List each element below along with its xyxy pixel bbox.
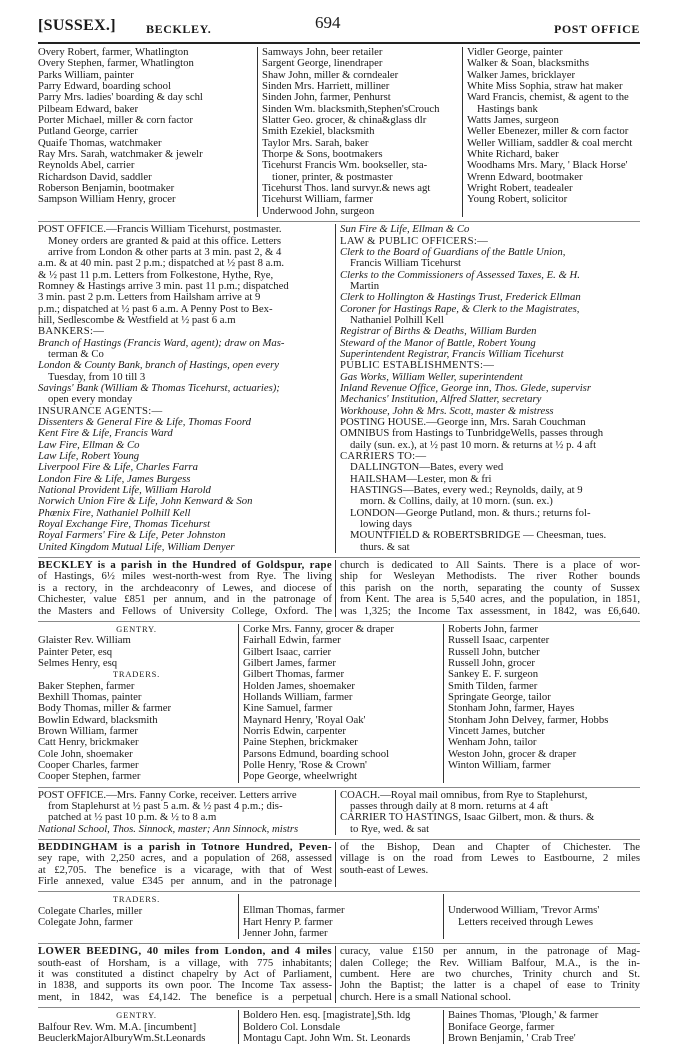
paragraph-line: in 1838, and supports its own poor. The Income Tax assess- xyxy=(38,979,332,992)
list-item: Wenham John, tailor xyxy=(448,736,537,749)
beckley-column-1 xyxy=(38,624,238,783)
carrier-text: to Rye, wed. & sat xyxy=(350,822,430,835)
beddingham-column-2 xyxy=(238,894,443,939)
list-item: Catt Henry, brickmaker xyxy=(38,736,139,749)
list-item: Underwood William, 'Trevor Arms' xyxy=(448,904,600,917)
paragraph-line: Chichester, value £851 per annum, and in the patronage of xyxy=(38,593,332,606)
list-item: BeuclerkMajorAlburyWm.St.Leonards xyxy=(38,1031,206,1044)
list-item: Painter Peter, esq xyxy=(38,645,113,658)
list-item: Nathaniel Polhill Kell xyxy=(350,313,444,326)
county-heading: [SUSSEX.] xyxy=(38,17,116,34)
list-item: Colegate Charles, miller xyxy=(38,904,143,917)
lower-beeding-text-left xyxy=(38,946,335,1003)
list-item: Boldero Col. Lonsdale xyxy=(243,1020,341,1033)
list-item: Underwood John, surgeon xyxy=(262,204,375,217)
page-header xyxy=(38,12,640,44)
list-item: Montagu Capt. John Wm. St. Leonards xyxy=(243,1031,411,1044)
post-office-text: a.m. & at 40 min. past 2 p.m.; dispatched at ½ past 8 a.m. xyxy=(38,257,285,270)
list-item: White Richard, baker xyxy=(467,148,559,161)
list-item: Bowlin Edward, blacksmith xyxy=(38,713,158,726)
list-item: Kent Fire & Life, Francis Ward xyxy=(38,427,173,440)
paragraph-line: church is dedicated to All Saints. There is a place of wor- xyxy=(340,559,640,572)
list-item: Hollands William, farmer xyxy=(243,690,353,703)
paragraph-line: ship for Wesleyan Methodists. The river Rother bounds xyxy=(340,570,640,583)
list-item: Young Robert, solicitor xyxy=(467,193,568,206)
list-item: Coroner for Hastings Rape, & Clerk to the Magistrates, xyxy=(340,302,580,315)
list-item: Inland Revenue Office, George inn, Thos. Glede, supervisr xyxy=(340,381,591,394)
list-item: Sampson William Henry, grocer xyxy=(38,193,176,206)
list-item: Parry Edward, boarding school xyxy=(38,80,171,93)
bankers-heading: BANKERS:— xyxy=(38,325,105,338)
paragraph-line: of the Bishop, Dean and Chapter of Chichester. The xyxy=(340,841,640,854)
list-item: Slatter Geo. grocer, & china&glass dlr xyxy=(262,114,427,127)
paragraph-line: the Masters and Fellows of University College, Oxford. The xyxy=(38,604,332,617)
lower-beeding-text-right xyxy=(335,946,640,1003)
beddingham-text-left xyxy=(38,842,335,887)
list-item: Shaw John, miller & corndealer xyxy=(262,68,399,81)
beckley-column-3 xyxy=(443,624,640,783)
list-item: United Kingdom Mutual Life, William Denyer xyxy=(38,540,235,553)
list-item: Hart Henry P. farmer xyxy=(243,915,333,928)
list-item: Sinden Wm. blacksmith,Stephen'sCrouch xyxy=(262,102,440,115)
list-item: Letters received through Lewes xyxy=(458,915,594,928)
coach-text: passes through daily at 8 morn. returns at 4 aft xyxy=(350,800,549,812)
lower-beeding-description xyxy=(38,943,640,1003)
list-item: Liverpool Fire & Life, Charles Farra xyxy=(38,461,198,474)
list-item: Putland George, carrier xyxy=(38,125,138,138)
list-item: Law Life, Robert Young xyxy=(38,450,140,463)
list-item: Reynolds Abel, carrier xyxy=(38,159,135,172)
post-office-text: POST OFFICE.—Mrs. Fanny Corke, receiver. Letters arrive xyxy=(38,788,297,801)
list-item: morn. & Collins, daily, at 10 morn. (sun. ex.) xyxy=(360,495,553,508)
list-item: open every monday xyxy=(48,393,133,406)
list-item: Boniface George, farmer xyxy=(448,1020,555,1033)
paragraph-line: BECKLEY is a parish in the Hundred of Goldspur, rape xyxy=(38,559,332,572)
list-item: thurs. & sat xyxy=(360,540,410,553)
place-heading: BECKLEY. xyxy=(146,22,212,36)
list-item: Ray Mrs. Sarah, watchmaker & jewelr xyxy=(38,148,203,161)
post-office-text: & ½ past 11 p.m. Letters from Folkestone, Hythe, Rye, xyxy=(38,268,274,281)
traders-heading: TRADERS. xyxy=(112,894,161,905)
insurance-heading: INSURANCE AGENTS:— xyxy=(38,404,163,417)
trades-continued xyxy=(38,47,640,217)
beckley-directory xyxy=(38,621,640,783)
list-item: Phœnix Fire, Nathaniel Polhill Kell xyxy=(38,506,191,519)
lower-beeding-column-1 xyxy=(38,1010,238,1044)
list-item: Baines Thomas, 'Plough,' & farmer xyxy=(448,1009,599,1022)
list-item: Jenner John, farmer xyxy=(243,927,328,940)
list-item: Walker James, bricklayer xyxy=(467,68,576,81)
list-item: Gilbert Isaac, carrier xyxy=(243,645,332,658)
directory-title: POST OFFICE xyxy=(553,22,640,36)
national-school: National School, Thos. Sinnock, master; Ann Sinnock, mistrs xyxy=(38,822,299,835)
beckley-post-office xyxy=(38,787,640,835)
list-item: Cole John, shoemaker xyxy=(38,747,133,760)
list-item: Walker & Soan, blacksmiths xyxy=(467,57,590,70)
list-item: Brown Benjamin, ' Crab Tree' xyxy=(448,1031,576,1044)
carrier-text: CARRIER TO HASTINGS, Isaac Gilbert, mon. & thurs. & xyxy=(340,811,595,824)
list-item: Workhouse, John & Mrs. Scott, master & mistress xyxy=(340,404,554,417)
list-item: Sankey E. F. surgeon xyxy=(448,668,539,681)
post-office-text: 3 min. past 2 p.m. Letters from Hailsham arrive at 9 xyxy=(38,291,261,304)
paragraph-line: is a rectory, in the archdeaconry of Lewes, and diocese of xyxy=(38,581,332,594)
beckley-text-left xyxy=(38,560,335,617)
post-office-text: hill, Sedlescombe & Westfield at ½ past 6 a.m xyxy=(38,313,236,326)
list-item: Roberson Benjamin, bootmaker xyxy=(38,182,175,195)
list-item: Law Fire, Ellman & Co xyxy=(38,438,140,451)
list-item: Watts James, surgeon xyxy=(467,114,559,127)
post-office-text: POST OFFICE.—Francis William Ticehurst, postmaster. xyxy=(38,223,282,236)
paragraph-line: LOWER BEEDING, 40 miles from London, and 4 miles xyxy=(38,945,332,958)
beddingham-directory xyxy=(38,891,640,939)
beddingham-column-1 xyxy=(38,894,238,939)
omnibus: OMNIBUS from Hastings to TunbridgeWells, passes through xyxy=(340,427,604,440)
beckley-post-left xyxy=(38,790,335,835)
list-item: DALLINGTON—Bates, every wed xyxy=(350,461,504,474)
paragraph-line: sey rape, with 2,250 acres, and a population of 268, assessed xyxy=(38,852,332,865)
list-item: Clerk to Hollington & Hastings Trust, Frederick Ellman xyxy=(340,291,581,304)
list-item: White Miss Sophia, straw hat maker xyxy=(467,80,623,93)
list-item: Glaister Rev. William xyxy=(38,634,131,647)
list-item: Pope George, wheelwright xyxy=(243,770,358,783)
list-item: Savings' Bank (William & Thomas Ticehurst, actuaries); xyxy=(38,381,280,394)
list-item: Norwich Union Fire & Life, John Kenward & Son xyxy=(38,495,253,508)
post-office-text: patched at ½ past 10 p.m. & ½ to 8 a.m xyxy=(48,811,217,824)
post-office-text: arrive from London & other parts at 3 min. past 2, & 4 xyxy=(48,245,282,258)
list-item: Gas Works, William Weller, superintendent xyxy=(340,370,523,383)
list-item: HAILSHAM—Lester, mon & fri xyxy=(350,472,492,485)
list-item: terman & Co xyxy=(48,347,104,360)
post-office-left xyxy=(38,224,335,553)
list-item: Porter Michael, miller & corn factor xyxy=(38,114,193,127)
list-item: Martin xyxy=(350,279,380,292)
list-item: Parsons Edmund, boarding school xyxy=(243,747,390,760)
paragraph-line: from Kent. The area is 5,540 acres, and the population, in 1851, xyxy=(340,593,640,606)
beddingham-column-3 xyxy=(443,894,640,939)
list-item: Ticehurst Francis Wm. bookseller, sta- xyxy=(262,159,428,172)
list-item: Body Thomas, miller & farmer xyxy=(38,702,172,715)
list-item: Vidler George, painter xyxy=(467,46,563,58)
list-item: National Provident Life, William Harold xyxy=(38,484,211,497)
list-item: Overy Stephen, farmer, Whatlington xyxy=(38,57,194,70)
list-item: Dissenters & General Fire & Life, Thomas Foord xyxy=(38,416,251,428)
list-item: Holden James, shoemaker xyxy=(243,679,355,692)
list-item: Woodhams Mrs. Mary, ' Black Horse' xyxy=(467,159,628,172)
page-number: 694 xyxy=(315,13,341,32)
list-item: Mechanics' Institution, Alfred Slatter, secretary xyxy=(340,393,542,406)
establishments-heading: PUBLIC ESTABLISHMENTS:— xyxy=(340,359,495,372)
paragraph-line: it was constituted a distinct chapelry by Act of Parliament, xyxy=(38,968,332,981)
list-item: Cooper Charles, farmer xyxy=(38,758,139,771)
beckley-text-right xyxy=(335,560,640,617)
post-office-text: p.m.; dispatched at ½ past 6 a.m. A Penny Post to Bex- xyxy=(38,302,273,315)
paragraph-line: Firle annexed, value £345 per annum, and in the patronage xyxy=(38,875,332,888)
list-item: Royal Exchange Fire, Thomas Ticehurst xyxy=(38,518,211,531)
paragraph-line: south-east of Horsham, is a village, with 775 inhabitants; xyxy=(38,956,332,969)
post-office-text: Money orders are granted & paid at this office. Letters xyxy=(48,234,282,247)
gentry-heading: GENTRY. xyxy=(116,623,157,634)
post-office-text: Romney & Hastings arrive 3 min. past 11 p.m.; dispatched xyxy=(38,279,289,292)
list-item: Richardson David, saddler xyxy=(38,170,152,183)
paragraph-line: ment, in 1842, was £4,142. The benefice is a perpetual xyxy=(38,990,332,1003)
lower-beeding-directory xyxy=(38,1007,640,1044)
list-item: Paine Stephen, brickmaker xyxy=(243,736,358,749)
list-item: Royal Farmers' Fire & Life, Peter Johnston xyxy=(38,529,226,542)
gentry-heading: GENTRY. xyxy=(116,1010,157,1021)
list-item: Balfour Rev. Wm. M.A. [incumbent] xyxy=(38,1020,197,1033)
list-item: Roberts John, farmer xyxy=(448,622,538,635)
paragraph-line: south-east of Lewes. xyxy=(340,863,429,876)
list-item: Brown William, farmer xyxy=(38,724,138,737)
list-item: Russell John, butcher xyxy=(448,645,540,658)
list-item: Colegate John, farmer xyxy=(38,916,133,929)
list-item: Polle Henry, 'Rose & Crown' xyxy=(243,758,367,771)
beddingham-text-right xyxy=(335,842,640,887)
list-item: Samways John, beer retailer xyxy=(262,46,383,58)
list-item: Sun Fire & Life, Ellman & Co xyxy=(340,223,470,236)
officers-right xyxy=(335,224,640,553)
list-item: Stonham John Delvey, farmer, Hobbs xyxy=(448,713,609,726)
list-item: Russell Isaac, carpenter xyxy=(448,634,550,647)
paragraph-line: cumbent. Here are two churches, Trinity church and St. xyxy=(340,968,640,981)
list-item: lowing days xyxy=(360,518,412,531)
list-item: Parry Mrs. ladies' boarding & day schl xyxy=(38,91,203,104)
beckley-column-2 xyxy=(238,624,443,783)
list-item: Overy Robert, farmer, Whatlington xyxy=(38,46,189,58)
list-item: Ticehurst William, farmer xyxy=(262,193,373,206)
list-item: tioner, printer, & postmaster xyxy=(272,170,393,183)
trades-column-3 xyxy=(462,47,640,217)
beckley-description xyxy=(38,557,640,617)
list-item: Wrenn Edward, bootmaker xyxy=(467,170,583,183)
list-item: Taylor Mrs. Sarah, baker xyxy=(262,136,369,149)
traders-heading: TRADERS. xyxy=(112,669,161,680)
list-item: Stonham John, farmer, Hayes xyxy=(448,702,575,715)
paragraph-line: BEDDINGHAM is a parish in Totnore Hundred, Peven- xyxy=(38,841,332,854)
list-item: London Fire & Life, James Burgess xyxy=(38,472,191,485)
list-item: Parks William, painter xyxy=(38,68,134,81)
trades-column-2 xyxy=(257,47,462,217)
post-office-text: from Staplehurst at ½ past 5 a.m. & ½ past 4 p.m.; dis- xyxy=(48,800,283,812)
list-item: Thorpe & Sons, bootmakers xyxy=(262,148,383,161)
paragraph-line: was 1,325; the Income Tax assessment, in 1842, was £6,640. xyxy=(340,604,640,617)
list-item: London & County Bank, branch of Hastings, open every xyxy=(38,359,280,372)
list-item: Pilbeam Edward, baker xyxy=(38,102,139,115)
list-item: Kine Samuel, farmer xyxy=(243,702,333,715)
list-item: Sargent George, linendraper xyxy=(262,57,383,70)
list-item: Cooper Stephen, farmer xyxy=(38,770,141,783)
beckley-post-right xyxy=(335,790,640,835)
paragraph-line: of Hastings, 6½ miles west-north-west from Rye. The living xyxy=(38,570,332,583)
paragraph-line: dalen College; the Rev. William Balfour, M.A., is the in- xyxy=(340,956,640,969)
lower-beeding-column-2 xyxy=(238,1010,443,1044)
list-item: Ticehurst Thos. land survyr.& news agt xyxy=(262,182,431,195)
list-item: LONDON—George Putland, mon. & thurs.; returns fol- xyxy=(350,506,591,519)
list-item: Boldero Hen. esq. [magistrate],Sth. ldg xyxy=(243,1009,411,1022)
list-item: Russell John, grocer xyxy=(448,656,535,669)
list-item: Bexhill Thomas, painter xyxy=(38,690,142,703)
list-item: Registrar of Births & Deaths, William Burden xyxy=(340,325,537,338)
list-item: Vincett James, butcher xyxy=(448,724,545,737)
list-item: Ward Francis, chemist, & agent to the xyxy=(467,91,629,104)
list-item: Sinden Mrs. Harriett, milliner xyxy=(262,80,390,93)
paragraph-line: at £2,705. The benefice is a vicarage, with that of West xyxy=(38,863,332,876)
list-item: Springate George, tailor xyxy=(448,690,551,703)
paragraph-line: curacy, value £150 per annum, in the patronage of Mag- xyxy=(340,945,640,958)
list-item: Hastings bank xyxy=(477,102,538,115)
list-item: Ellman Thomas, farmer xyxy=(243,904,345,917)
omnibus-cont: daily (sun. ex.), at ½ past 10 morn. & returns at ½ p. 4 aft xyxy=(350,438,597,451)
directory-page xyxy=(0,12,682,1044)
officers-heading: LAW & PUBLIC OFFICERS:— xyxy=(340,234,489,247)
list-item: Tuesday, from 10 till 3 xyxy=(48,370,146,383)
paragraph-line: village is on the road from Lewes to Eastbourne, 2 miles xyxy=(340,852,640,865)
list-item: Quaife Thomas, watchmaker xyxy=(38,136,162,149)
list-item: Fairhall Edwin, farmer xyxy=(243,634,341,647)
list-item: Clerk to the Board of Guardians of the Battle Union, xyxy=(340,245,566,258)
list-item: Francis William Ticehurst xyxy=(350,257,461,270)
post-office-section xyxy=(38,221,640,553)
paragraph-line: this parish on the north, separating the county of Sussex xyxy=(340,581,640,594)
list-item: Smith Ezekiel, blacksmith xyxy=(262,125,375,138)
posting-house: POSTING HOUSE.—George inn, Mrs. Sarah Couchman xyxy=(340,416,586,428)
beddingham-description xyxy=(38,839,640,887)
list-item: Weston John, grocer & draper xyxy=(448,747,577,760)
list-item: Maynard Henry, 'Royal Oak' xyxy=(243,713,366,726)
list-item: Clerks to the Commissioners of Assessed Taxes, E. & H. xyxy=(340,268,580,281)
list-item: Gilbert James, farmer xyxy=(243,656,336,669)
list-item: Selmes Henry, esq xyxy=(38,656,118,669)
list-item: Norris Edwin, carpenter xyxy=(243,724,346,737)
list-item: Weller William, saddler & coal mercht xyxy=(467,136,633,149)
lower-beeding-column-3 xyxy=(443,1010,640,1044)
list-item: Sinden John, farmer, Penhurst xyxy=(262,91,391,104)
list-item: Steward of the Manor of Battle, Robert Young xyxy=(340,336,536,349)
list-item: Corke Mrs. Fanny, grocer & draper xyxy=(243,622,394,635)
list-item: Gilbert Thomas, farmer xyxy=(243,668,345,681)
paragraph-line: church. Here is a small National school. xyxy=(340,990,511,1003)
list-item: Baker Stephen, farmer xyxy=(38,679,135,692)
list-item: Wright Robert, teadealer xyxy=(467,182,573,195)
paragraph-line: John the Baptist; the latter is a chapel of ease to Trinity xyxy=(340,979,640,992)
list-item: Superintendent Registrar, Francis William Ticehurst xyxy=(340,347,564,360)
list-item: MOUNTFIELD & ROBERTSBRIDGE — Cheesman, tues. xyxy=(350,529,607,542)
list-item: Branch of Hastings (Francis Ward, agent); draw on Mas- xyxy=(38,336,285,349)
list-item: Smith Tilden, farmer xyxy=(448,679,538,692)
list-item: Weller Ebenezer, miller & corn factor xyxy=(467,125,629,138)
list-item: HASTINGS—Bates, every wed.; Reynolds, daily, at 9 xyxy=(350,484,583,497)
list-item: Winton William, farmer xyxy=(448,758,551,771)
trades-column-1 xyxy=(38,47,257,217)
coach-text: COACH.—Royal mail omnibus, from Rye to Staplehurst, xyxy=(340,788,588,801)
carriers-heading: CARRIERS TO:— xyxy=(340,450,427,463)
